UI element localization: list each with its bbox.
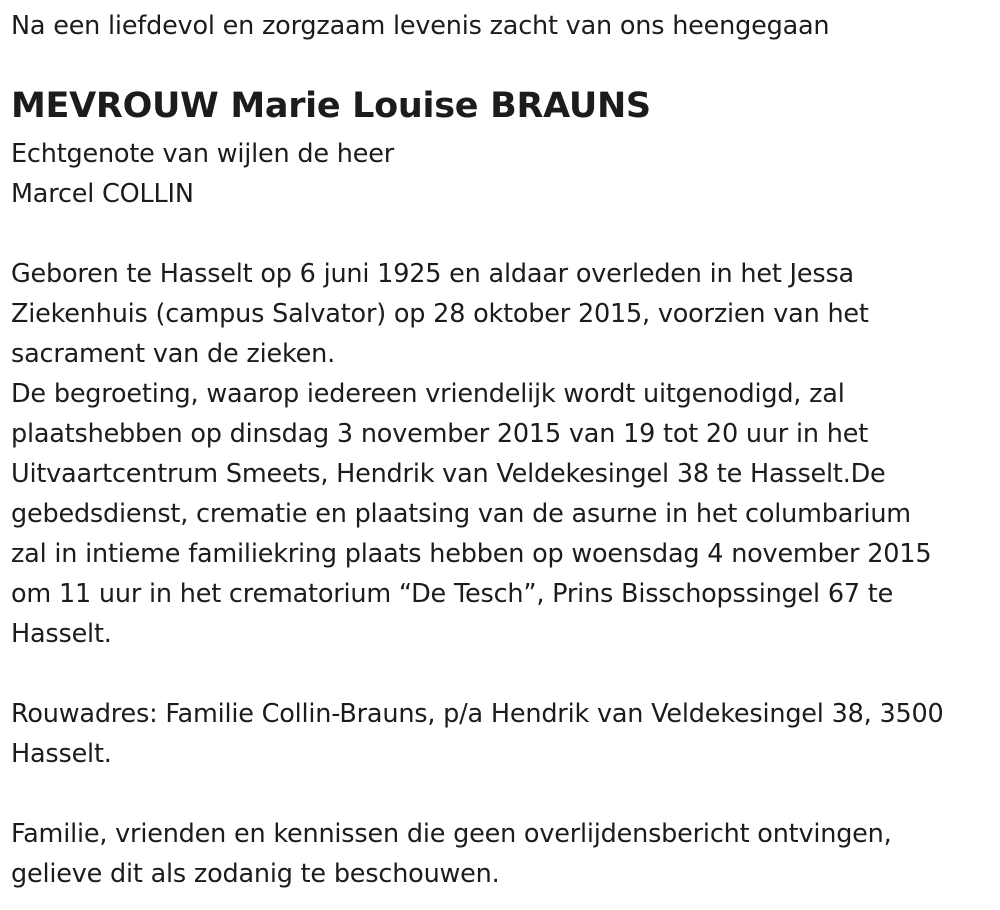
address-line: Rouwadres: Familie Collin-Brauns, p/a Hendrik van Veldekesingel 38, 3500 — [11, 699, 944, 729]
notice-line: Familie, vrienden en kennissen die geen overlijdensbericht ontvingen, — [11, 819, 892, 849]
closing-notice — [11, 814, 892, 894]
deceased-name: MEVROUW Marie Louise BRAUNS — [11, 86, 651, 126]
address-line: Hasselt. — [11, 739, 112, 769]
spouse-line-2: Marcel COLLIN — [11, 179, 194, 209]
details-line: De begroeting, waarop iedereen vriendelijk wordt uitgenodigd, zal — [11, 379, 845, 409]
notice-line: gelieve dit als zodanig te beschouwen. — [11, 859, 500, 889]
details-paragraph — [11, 254, 931, 654]
intro-line: Na een liefdevol en zorgzaam levenis zacht van ons heengegaan — [11, 11, 830, 41]
spouse-info — [11, 134, 394, 214]
details-line: sacrament van de zieken. — [11, 339, 335, 369]
spouse-line-1: Echtgenote van wijlen de heer — [11, 139, 394, 169]
details-line: plaatshebben op dinsdag 3 november 2015 van 19 tot 20 uur in het — [11, 419, 868, 449]
details-line: zal in intieme familiekring plaats hebben op woensdag 4 november 2015 — [11, 539, 932, 569]
details-line: Uitvaartcentrum Smeets, Hendrik van Veldekesingel 38 te Hasselt.De — [11, 459, 886, 489]
details-line: Geboren te Hasselt op 6 juni 1925 en aldaar overleden in het Jessa — [11, 259, 854, 289]
details-line: gebedsdienst, crematie en plaatsing van de asurne in het columbarium — [11, 499, 911, 529]
details-line: Ziekenhuis (campus Salvator) op 28 oktober 2015, voorzien van het — [11, 299, 869, 329]
details-line: Hasselt. — [11, 619, 112, 649]
details-line: om 11 uur in het crematorium “De Tesch”, Prins Bisschopssingel 67 te — [11, 579, 894, 609]
mourning-address — [11, 694, 944, 774]
